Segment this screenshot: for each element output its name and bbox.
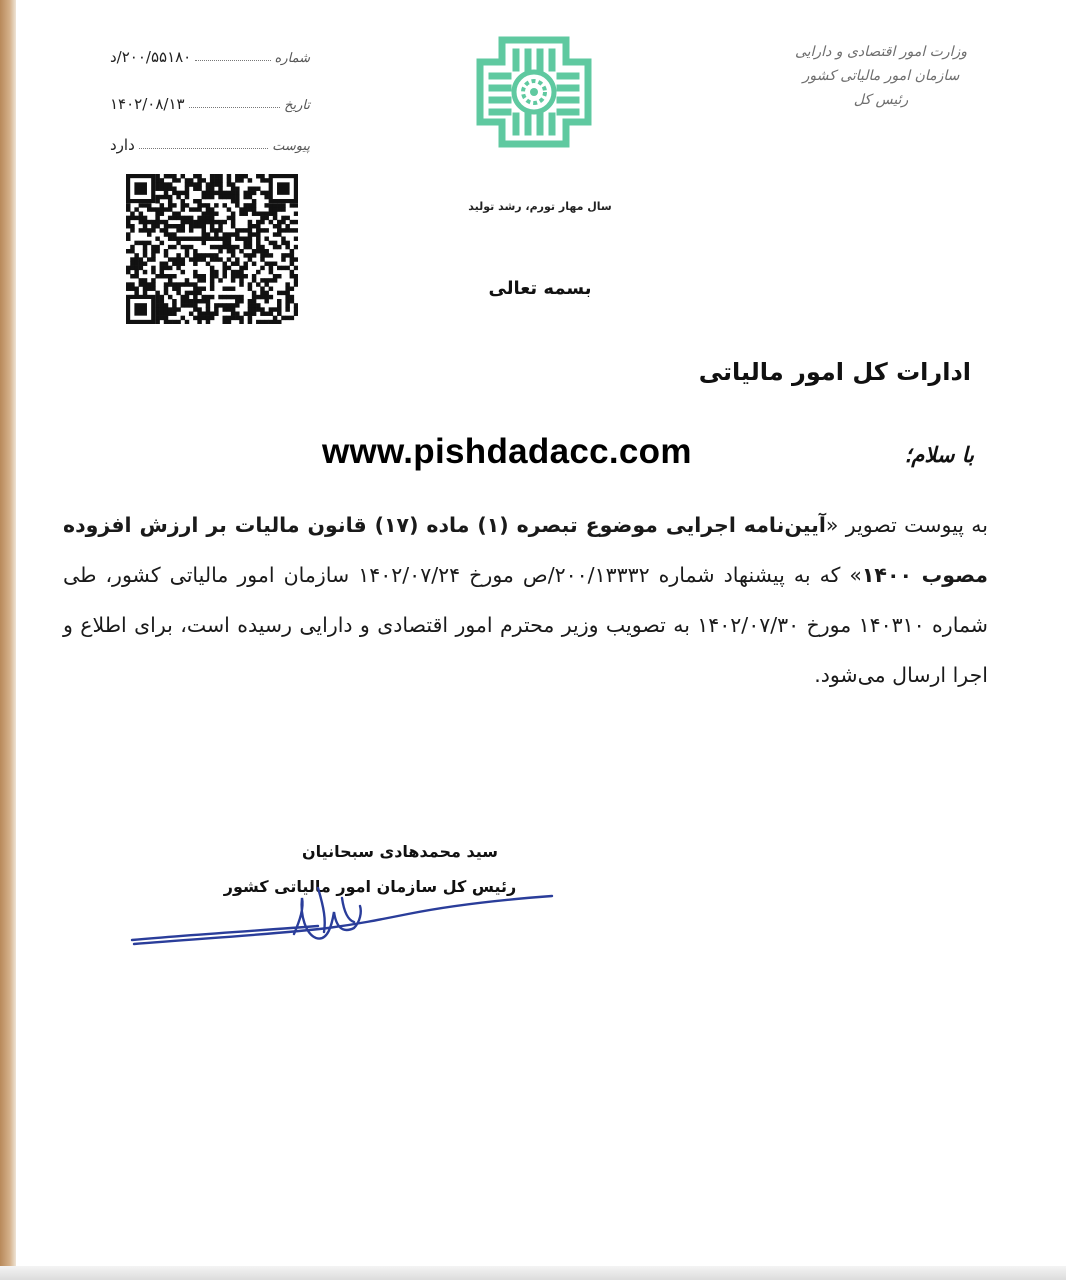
letter-body: [63, 500, 988, 700]
handwritten-signature-icon: [128, 868, 558, 958]
letter-number-row: [110, 40, 310, 66]
dotted-leader: [195, 60, 270, 61]
attachment-value: دارد: [110, 136, 135, 154]
recipient-heading: ادارات کل امور مالیاتی: [698, 358, 971, 386]
position-line: رئیس کل: [853, 92, 909, 108]
dotted-leader: [189, 107, 281, 108]
body-intro: به پیوست تصویر «: [825, 513, 989, 537]
attachment-label: پیوست: [272, 139, 310, 154]
date-value: ۱۴۰۲/۰۸/۱۳: [110, 95, 185, 113]
paper-edge: [0, 0, 16, 1280]
qr-code-icon: [126, 174, 298, 324]
signatory-name: سید محمدهادی سبحانیان: [301, 842, 499, 861]
ministry-line: وزارت امور اقتصادی و دارایی: [794, 44, 968, 60]
date-label: تاریخ: [284, 98, 310, 113]
letter-date-row: [110, 87, 310, 113]
signatory-title: رئیس کل سازمان امور مالیاتی کشور: [223, 877, 517, 896]
dotted-leader: [139, 148, 268, 149]
number-label: شماره: [274, 51, 310, 66]
body-rest: » که به پیشنهاد شماره ۲۰۰/۱۳۳۳۲/ص مورخ ۱۴۰۲/۰۷/۲۴ سازمان امور مالیاتی کشور، طی شماره ۱۴۰۳۱۰ مورخ ۱۴۰۲/۰۷/۳۰ به تصویب وزیر محترم امور اقتصادی و دارایی رسیده است، برای اطلاع و اجرا ارسال می‌شود.: [63, 563, 988, 687]
bismillah-heading: بسمه تعالی: [488, 278, 592, 299]
number-value: ۲۰۰/۵۵۱۸۰/د: [110, 48, 192, 66]
ministry-header: [766, 40, 996, 112]
attachment-row: [110, 128, 310, 154]
greeting: با سلام؛: [904, 442, 974, 467]
year-motto: سال مهار تورم، رشد تولید: [468, 200, 612, 213]
paper-bottom-edge: [0, 1266, 1066, 1280]
organization-line: سازمان امور مالیاتی کشور: [802, 68, 960, 84]
tax-organization-emblem-icon: [472, 32, 596, 152]
website-watermark: www.pishdadacc.com: [322, 432, 692, 471]
regulation-title: آیین‌نامه اجرایی موضوع تبصره (۱) ماده (۱۷) قانون مالیات بر ارزش افزوده مصوب ۱۴۰۰: [63, 513, 988, 587]
